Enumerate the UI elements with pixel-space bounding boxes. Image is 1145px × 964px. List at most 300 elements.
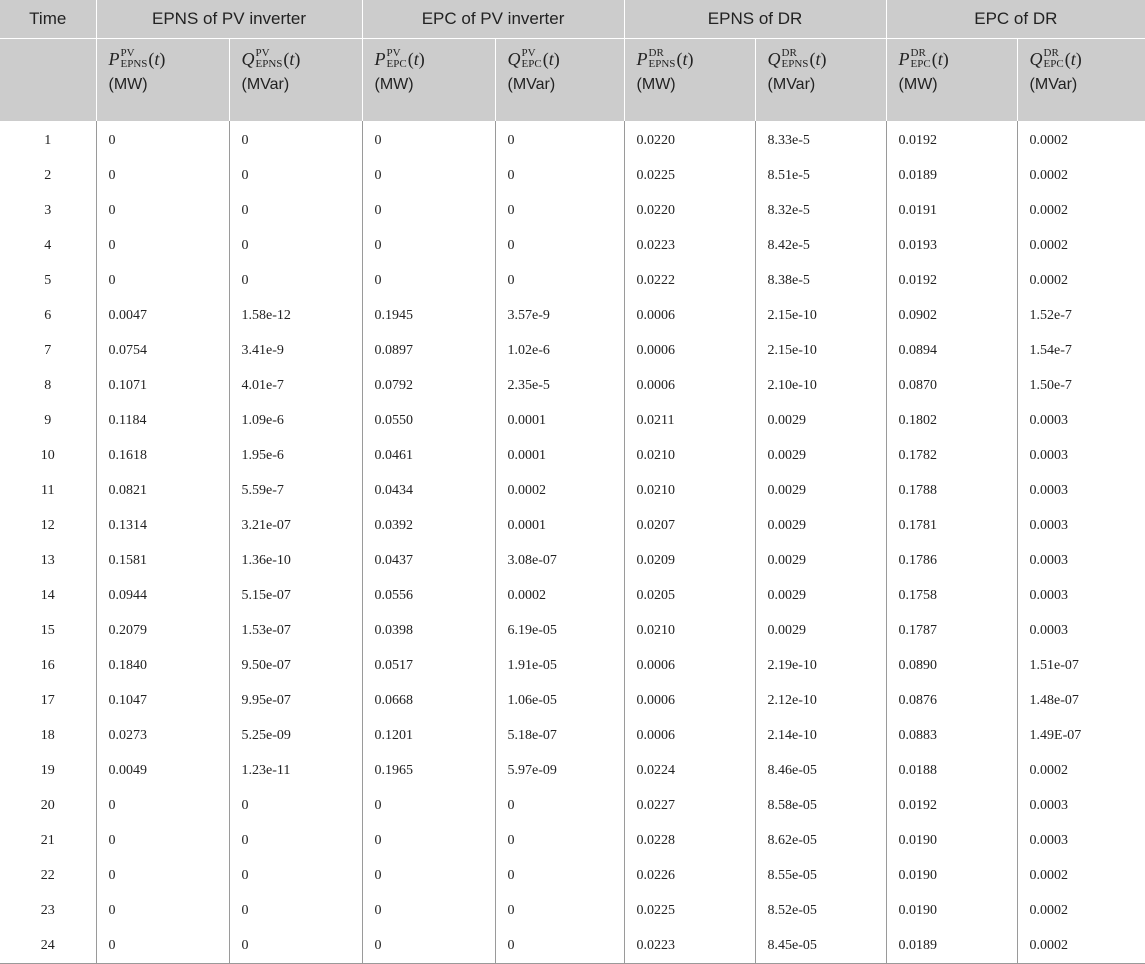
value-cell: 0.0556 xyxy=(362,578,495,613)
value-cell: 0.1787 xyxy=(886,613,1017,648)
value-cell: 0 xyxy=(229,858,362,893)
value-cell: 0.0001 xyxy=(495,438,624,473)
time-cell: 24 xyxy=(0,928,96,964)
value-cell: 0 xyxy=(96,158,229,193)
symbol: Q DR EPNS (t) xyxy=(767,46,827,70)
value-cell: 0.0190 xyxy=(886,823,1017,858)
value-cell: 3.21e-07 xyxy=(229,508,362,543)
value-cell: 0.1782 xyxy=(886,438,1017,473)
symbol-superscript: DR xyxy=(781,46,797,59)
sub-header-6 xyxy=(886,39,1017,122)
sub-header-5 xyxy=(755,39,886,122)
value-cell: 0.0001 xyxy=(495,508,624,543)
table-row xyxy=(0,928,1145,964)
unit-label: (MVar) xyxy=(1029,75,1078,93)
time-header: Time xyxy=(0,0,96,39)
value-cell: 0.1618 xyxy=(96,438,229,473)
value-cell: 0.0029 xyxy=(755,403,886,438)
value-cell: 0.1047 xyxy=(96,683,229,718)
symbol: Q PV EPNS (t) xyxy=(241,46,301,70)
symbol-base: Q xyxy=(767,49,781,69)
value-cell: 0 xyxy=(362,263,495,298)
time-cell: 2 xyxy=(44,167,52,183)
symbol-subscript: EPNS xyxy=(648,57,676,70)
unit-label: (MW) xyxy=(374,75,414,93)
value-cell: 1.91e-05 xyxy=(495,648,624,683)
symbol-base: P xyxy=(374,49,386,69)
symbol-argument: t xyxy=(1070,49,1076,69)
value-cell: 0 xyxy=(495,228,624,263)
value-cell: 0.0207 xyxy=(624,508,755,543)
time-cell: 1 xyxy=(44,132,52,148)
value-cell: 0 xyxy=(362,158,495,193)
value-cell: 0.1788 xyxy=(886,473,1017,508)
symbol-scripts xyxy=(387,48,407,70)
table-row xyxy=(0,158,1145,193)
value-cell: 0.0006 xyxy=(624,333,755,368)
value-cell: 0.0227 xyxy=(624,788,755,823)
value-cell: 0.0029 xyxy=(755,508,886,543)
epns-pv-inverter-header: EPNS of PV inverter xyxy=(96,0,362,39)
sub-header-4 xyxy=(624,39,755,122)
value-cell: 0.1840 xyxy=(96,648,229,683)
symbol-argument: t xyxy=(815,49,821,69)
value-cell: 0.0189 xyxy=(886,928,1017,964)
time-cell: 4 xyxy=(44,237,52,253)
value-cell: 0 xyxy=(96,788,229,823)
symbol-subscript: EPC xyxy=(521,57,542,70)
value-cell: 0.0211 xyxy=(624,403,755,438)
value-cell: 1.95e-6 xyxy=(229,438,362,473)
time-cell: 14 xyxy=(40,587,55,603)
value-cell: 0.0191 xyxy=(886,193,1017,228)
value-cell: 0 xyxy=(495,928,624,964)
value-cell: 8.58e-05 xyxy=(755,788,886,823)
value-cell: 0.0003 xyxy=(1017,543,1145,578)
time-cell: 18 xyxy=(40,727,55,743)
value-cell: 0.0002 xyxy=(495,473,624,508)
symbol-base: Q xyxy=(241,49,255,69)
value-cell: 0.0189 xyxy=(886,158,1017,193)
unit-label: (MVar) xyxy=(241,75,290,93)
value-cell: 0.1071 xyxy=(96,368,229,403)
value-cell: 0.0821 xyxy=(96,473,229,508)
value-cell: 0.0273 xyxy=(96,718,229,753)
value-cell: 0.1201 xyxy=(362,718,495,753)
value-cell: 0 xyxy=(229,228,362,263)
value-cell: 8.51e-5 xyxy=(755,158,886,193)
value-cell: 0 xyxy=(495,263,624,298)
time-cell: 20 xyxy=(40,797,55,813)
value-cell: 0 xyxy=(362,893,495,928)
value-cell: 8.46e-05 xyxy=(755,753,886,788)
value-cell: 0.0210 xyxy=(624,613,755,648)
table-header xyxy=(0,0,1145,121)
value-cell: 0 xyxy=(495,823,624,858)
value-cell: 0.0188 xyxy=(886,753,1017,788)
value-cell: 0.0209 xyxy=(624,543,755,578)
value-cell: 0 xyxy=(495,858,624,893)
epc-dr-header: EPC of DR xyxy=(886,0,1145,39)
value-cell: 2.35e-5 xyxy=(495,368,624,403)
value-cell: 2.14e-10 xyxy=(755,718,886,753)
value-cell: 0 xyxy=(229,158,362,193)
symbol-argument: t xyxy=(548,49,554,69)
time-cell: 15 xyxy=(40,622,55,638)
symbol-scripts xyxy=(911,48,931,70)
table-row xyxy=(0,648,1145,683)
value-cell: 8.62e-05 xyxy=(755,823,886,858)
value-cell: 0.0029 xyxy=(755,543,886,578)
value-cell: 3.57e-9 xyxy=(495,298,624,333)
value-cell: 0.0190 xyxy=(886,858,1017,893)
symbol-subscript: EPC xyxy=(386,57,407,70)
symbol: Q PV EPC (t) xyxy=(507,46,560,70)
value-cell: 1.49E-07 xyxy=(1017,718,1145,753)
value-cell: 0 xyxy=(96,193,229,228)
value-cell: 0.2079 xyxy=(96,613,229,648)
value-cell: 0.0002 xyxy=(1017,263,1145,298)
value-cell: 0.0002 xyxy=(1017,858,1145,893)
time-cell: 10 xyxy=(40,447,55,463)
value-cell: 0.0226 xyxy=(624,858,755,893)
value-cell: 2.15e-10 xyxy=(755,298,886,333)
value-cell: 0.1781 xyxy=(886,508,1017,543)
time-cell: 13 xyxy=(40,552,55,568)
symbol-subscript: EPNS xyxy=(255,57,283,70)
value-cell: 1.50e-7 xyxy=(1017,368,1145,403)
value-cell: 0.1758 xyxy=(886,578,1017,613)
symbol: Q DR EPC (t) xyxy=(1029,46,1082,70)
table-row xyxy=(0,683,1145,718)
value-cell: 2.15e-10 xyxy=(755,333,886,368)
unit-label: (MVar) xyxy=(507,75,556,93)
value-cell: 0.0220 xyxy=(624,121,755,158)
value-cell: 8.38e-5 xyxy=(755,263,886,298)
value-cell: 9.95e-07 xyxy=(229,683,362,718)
table-row xyxy=(0,193,1145,228)
table-row xyxy=(0,263,1145,298)
value-cell: 8.32e-5 xyxy=(755,193,886,228)
unit-label: (MW) xyxy=(108,75,148,93)
value-cell: 0.0193 xyxy=(886,228,1017,263)
value-cell: 1.51e-07 xyxy=(1017,648,1145,683)
value-cell: 1.52e-7 xyxy=(1017,298,1145,333)
table-row xyxy=(0,403,1145,438)
value-cell: 0 xyxy=(229,893,362,928)
value-cell: 0.0224 xyxy=(624,753,755,788)
value-cell: 0.0223 xyxy=(624,228,755,263)
value-cell: 0.0228 xyxy=(624,823,755,858)
value-cell: 0.0392 xyxy=(362,508,495,543)
value-cell: 0.1184 xyxy=(96,403,229,438)
value-cell: 0.0398 xyxy=(362,613,495,648)
value-cell: 2.10e-10 xyxy=(755,368,886,403)
group-header-row xyxy=(0,0,1145,39)
table-row xyxy=(0,508,1145,543)
table-row xyxy=(0,788,1145,823)
value-cell: 1.06e-05 xyxy=(495,683,624,718)
value-cell: 0 xyxy=(362,928,495,964)
symbol-superscript: PV xyxy=(255,46,270,59)
value-cell: 0.0434 xyxy=(362,473,495,508)
table-row xyxy=(0,228,1145,263)
time-cell: 19 xyxy=(40,762,55,778)
value-cell: 0.1802 xyxy=(886,403,1017,438)
symbol-superscript: PV xyxy=(120,46,135,59)
value-cell: 0.0210 xyxy=(624,438,755,473)
value-cell: 1.02e-6 xyxy=(495,333,624,368)
value-cell: 0.0006 xyxy=(624,718,755,753)
value-cell: 0.0002 xyxy=(1017,753,1145,788)
value-cell: 0.0192 xyxy=(886,788,1017,823)
value-cell: 0 xyxy=(362,193,495,228)
symbol-base: Q xyxy=(1029,49,1043,69)
value-cell: 0.0002 xyxy=(1017,928,1145,964)
value-cell: 0.0437 xyxy=(362,543,495,578)
value-cell: 0.0003 xyxy=(1017,823,1145,858)
time-cell: 8 xyxy=(44,377,52,393)
epns-dr-header: EPNS of DR xyxy=(624,0,886,39)
value-cell: 5.59e-7 xyxy=(229,473,362,508)
value-cell: 0 xyxy=(495,788,624,823)
time-cell: 12 xyxy=(40,517,55,533)
table-row xyxy=(0,473,1145,508)
empty-sub-header xyxy=(0,39,96,122)
time-cell: 11 xyxy=(41,482,55,498)
value-cell: 0.1786 xyxy=(886,543,1017,578)
sub-header-2 xyxy=(362,39,495,122)
sub-header-row xyxy=(0,39,1145,122)
value-cell: 0.0049 xyxy=(96,753,229,788)
value-cell: 0.0003 xyxy=(1017,473,1145,508)
value-cell: 0.0461 xyxy=(362,438,495,473)
symbol-scripts xyxy=(649,48,676,70)
value-cell: 0 xyxy=(495,158,624,193)
value-cell: 0.0190 xyxy=(886,893,1017,928)
value-cell: 1.23e-11 xyxy=(229,753,362,788)
time-cell: 17 xyxy=(40,692,55,708)
value-cell: 5.18e-07 xyxy=(495,718,624,753)
symbol-superscript: DR xyxy=(910,46,926,59)
time-cell: 23 xyxy=(40,902,55,918)
value-cell: 0 xyxy=(96,893,229,928)
value-cell: 0.0668 xyxy=(362,683,495,718)
value-cell: 0.0876 xyxy=(886,683,1017,718)
value-cell: 0 xyxy=(495,121,624,158)
symbol: P PV EPNS (t) xyxy=(108,46,166,70)
value-cell: 0.0006 xyxy=(624,683,755,718)
value-cell: 9.50e-07 xyxy=(229,648,362,683)
value-cell: 0.0883 xyxy=(886,718,1017,753)
time-cell: 5 xyxy=(44,272,52,288)
symbol: P DR EPNS (t) xyxy=(636,46,694,70)
symbol-base: Q xyxy=(507,49,521,69)
value-cell: 0 xyxy=(96,823,229,858)
value-cell: 8.33e-5 xyxy=(755,121,886,158)
value-cell: 0.0894 xyxy=(886,333,1017,368)
value-cell: 0.0890 xyxy=(886,648,1017,683)
value-cell: 0.0002 xyxy=(1017,893,1145,928)
sub-header-1 xyxy=(229,39,362,122)
value-cell: 0.0210 xyxy=(624,473,755,508)
time-cell: 21 xyxy=(40,832,55,848)
value-cell: 0 xyxy=(229,121,362,158)
value-cell: 0 xyxy=(362,823,495,858)
value-cell: 0 xyxy=(96,928,229,964)
value-cell: 0.0047 xyxy=(96,298,229,333)
value-cell: 8.45e-05 xyxy=(755,928,886,964)
value-cell: 0.0003 xyxy=(1017,613,1145,648)
value-cell: 0.0225 xyxy=(624,893,755,928)
symbol-scripts xyxy=(256,48,283,70)
table-row xyxy=(0,298,1145,333)
symbol-base: P xyxy=(108,49,120,69)
table-row xyxy=(0,893,1145,928)
value-cell: 0.0754 xyxy=(96,333,229,368)
value-cell: 0.0897 xyxy=(362,333,495,368)
value-cell: 0.1965 xyxy=(362,753,495,788)
time-cell: 9 xyxy=(44,412,52,428)
table-body xyxy=(0,121,1145,964)
value-cell: 0.0006 xyxy=(624,648,755,683)
value-cell: 0.0003 xyxy=(1017,508,1145,543)
value-cell: 3.08e-07 xyxy=(495,543,624,578)
table-row xyxy=(0,823,1145,858)
value-cell: 8.52e-05 xyxy=(755,893,886,928)
symbol: P DR EPC (t) xyxy=(898,46,949,70)
symbol-superscript: DR xyxy=(1043,46,1059,59)
value-cell: 1.54e-7 xyxy=(1017,333,1145,368)
table-row xyxy=(0,368,1145,403)
value-cell: 0 xyxy=(229,928,362,964)
value-cell: 0.0029 xyxy=(755,438,886,473)
symbol-argument: t xyxy=(413,49,419,69)
table-row xyxy=(0,578,1145,613)
value-cell: 5.15e-07 xyxy=(229,578,362,613)
time-cell: 6 xyxy=(44,307,52,323)
symbol-scripts xyxy=(782,48,809,70)
value-cell: 0.0002 xyxy=(495,578,624,613)
table-row xyxy=(0,543,1145,578)
unit-label: (MW) xyxy=(636,75,676,93)
value-cell: 0 xyxy=(362,228,495,263)
value-cell: 0.1581 xyxy=(96,543,229,578)
symbol-subscript: EPC xyxy=(1043,57,1064,70)
value-cell: 0.0029 xyxy=(755,473,886,508)
symbol-scripts xyxy=(522,48,542,70)
symbol-subscript: EPNS xyxy=(120,57,148,70)
value-cell: 0.0002 xyxy=(1017,121,1145,158)
value-cell: 6.19e-05 xyxy=(495,613,624,648)
table-row xyxy=(0,858,1145,893)
symbol-base: P xyxy=(636,49,648,69)
value-cell: 0.0003 xyxy=(1017,578,1145,613)
symbol-subscript: EPC xyxy=(910,57,931,70)
table-row xyxy=(0,753,1145,788)
epc-pv-inverter-header: EPC of PV inverter xyxy=(362,0,624,39)
sub-header-3 xyxy=(495,39,624,122)
value-cell: 8.55e-05 xyxy=(755,858,886,893)
table-row xyxy=(0,718,1145,753)
symbol-argument: t xyxy=(154,49,160,69)
value-cell: 0.0223 xyxy=(624,928,755,964)
value-cell: 0.0029 xyxy=(755,613,886,648)
value-cell: 0 xyxy=(362,788,495,823)
symbol-superscript: PV xyxy=(521,46,536,59)
value-cell: 0.0006 xyxy=(624,298,755,333)
value-cell: 1.09e-6 xyxy=(229,403,362,438)
value-cell: 0.0225 xyxy=(624,158,755,193)
time-cell: 22 xyxy=(40,867,55,883)
value-cell: 0 xyxy=(96,228,229,263)
value-cell: 0.0002 xyxy=(1017,193,1145,228)
value-cell: 0.0001 xyxy=(495,403,624,438)
time-cell: 16 xyxy=(40,657,55,673)
symbol-argument: t xyxy=(937,49,943,69)
symbol-base: P xyxy=(898,49,910,69)
value-cell: 0.0792 xyxy=(362,368,495,403)
value-cell: 0.0029 xyxy=(755,578,886,613)
symbol-scripts xyxy=(1044,48,1064,70)
value-cell: 0.0944 xyxy=(96,578,229,613)
symbol-argument: t xyxy=(682,49,688,69)
table-row xyxy=(0,333,1145,368)
unit-label: (MW) xyxy=(898,75,938,93)
sub-header-0 xyxy=(96,39,229,122)
value-cell: 8.42e-5 xyxy=(755,228,886,263)
value-cell: 0.1314 xyxy=(96,508,229,543)
symbol: P PV EPC (t) xyxy=(374,46,425,70)
value-cell: 0.0002 xyxy=(1017,228,1145,263)
value-cell: 0 xyxy=(362,858,495,893)
value-cell: 0 xyxy=(96,858,229,893)
value-cell: 0 xyxy=(229,263,362,298)
value-cell: 0.0002 xyxy=(1017,158,1145,193)
value-cell: 2.12e-10 xyxy=(755,683,886,718)
symbol-scripts xyxy=(121,48,148,70)
value-cell: 0 xyxy=(495,193,624,228)
symbol-superscript: DR xyxy=(648,46,664,59)
time-cell: 7 xyxy=(44,342,52,358)
value-cell: 3.41e-9 xyxy=(229,333,362,368)
value-cell: 1.36e-10 xyxy=(229,543,362,578)
value-cell: 0.0003 xyxy=(1017,438,1145,473)
time-cell: 3 xyxy=(44,202,52,218)
value-cell: 0.0220 xyxy=(624,193,755,228)
value-cell: 0.0003 xyxy=(1017,788,1145,823)
value-cell: 0 xyxy=(229,193,362,228)
value-cell: 0.0870 xyxy=(886,368,1017,403)
value-cell: 5.97e-09 xyxy=(495,753,624,788)
value-cell: 0 xyxy=(495,893,624,928)
symbol-argument: t xyxy=(289,49,295,69)
value-cell: 0.0192 xyxy=(886,121,1017,158)
unit-label: (MVar) xyxy=(767,75,816,93)
value-cell: 1.53e-07 xyxy=(229,613,362,648)
value-cell: 1.58e-12 xyxy=(229,298,362,333)
value-cell: 4.01e-7 xyxy=(229,368,362,403)
value-cell: 0.0222 xyxy=(624,263,755,298)
sub-header-7 xyxy=(1017,39,1145,122)
value-cell: 0 xyxy=(96,263,229,298)
value-cell: 1.48e-07 xyxy=(1017,683,1145,718)
value-cell: 5.25e-09 xyxy=(229,718,362,753)
table-row xyxy=(0,613,1145,648)
value-cell: 0 xyxy=(229,823,362,858)
value-cell: 0 xyxy=(96,121,229,158)
table-row xyxy=(0,121,1145,158)
